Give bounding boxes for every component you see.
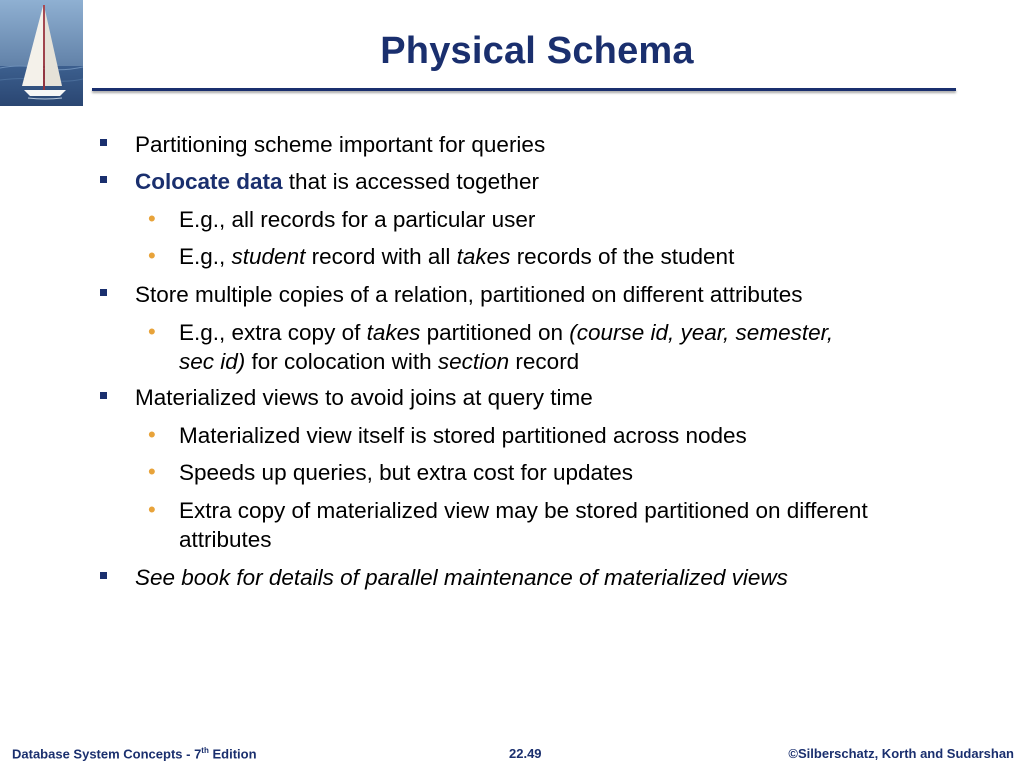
bullet-marker xyxy=(100,289,107,296)
bullet-marker xyxy=(100,176,107,183)
footer-copyright: ©Silberschatz, Korth and Sudarshan xyxy=(788,746,1014,761)
bullet-text: Store multiple copies of a relation, partitioned on different attributes xyxy=(135,282,803,307)
page-title: Physical Schema xyxy=(380,30,694,72)
sub-bullet-text: Speeds up queries, but extra cost for updates xyxy=(179,460,634,485)
sub-bullet-text-continued: attributes xyxy=(179,527,272,552)
bullet-text: See book for details of parallel maintenance of materialized views xyxy=(135,565,788,590)
bullet-text: Materialized views to avoid joins at query time xyxy=(135,385,593,410)
sub-bullet-marker: • xyxy=(148,243,156,268)
sub-bullet-text: E.g., all records for a particular user xyxy=(179,207,536,232)
bullet-marker xyxy=(100,139,107,146)
sub-bullet-text-continued: sec id) for colocation with section record xyxy=(179,349,580,374)
bullet-marker xyxy=(100,572,107,579)
sub-bullet-marker: • xyxy=(148,497,156,522)
sub-bullet-marker: • xyxy=(148,422,156,447)
bullet-marker xyxy=(100,392,107,399)
sub-bullet-text: E.g., student record with all takes records of the student xyxy=(179,244,735,269)
bullet-text: Colocate data that is accessed together xyxy=(135,169,539,194)
sub-bullet-marker: • xyxy=(148,459,156,484)
sailboat-logo xyxy=(0,0,83,106)
sub-bullet-text: Extra copy of materialized view may be stored partitioned on different xyxy=(179,498,868,523)
title-divider xyxy=(92,88,956,91)
sub-bullet-text: E.g., extra copy of takes partitioned on (course id, year, semester, xyxy=(179,320,834,345)
footer-page-number: 22.49 xyxy=(509,746,542,761)
sub-bullet-text: Materialized view itself is stored partitioned across nodes xyxy=(179,423,747,448)
sub-bullet-marker: • xyxy=(148,319,156,344)
emphasis-text: Colocate data xyxy=(135,169,283,194)
footer-book-title: Database System Concepts - 7th Edition xyxy=(12,746,257,762)
sub-bullet-marker: • xyxy=(148,206,156,231)
bullet-text: Partitioning scheme important for queries xyxy=(135,132,546,157)
